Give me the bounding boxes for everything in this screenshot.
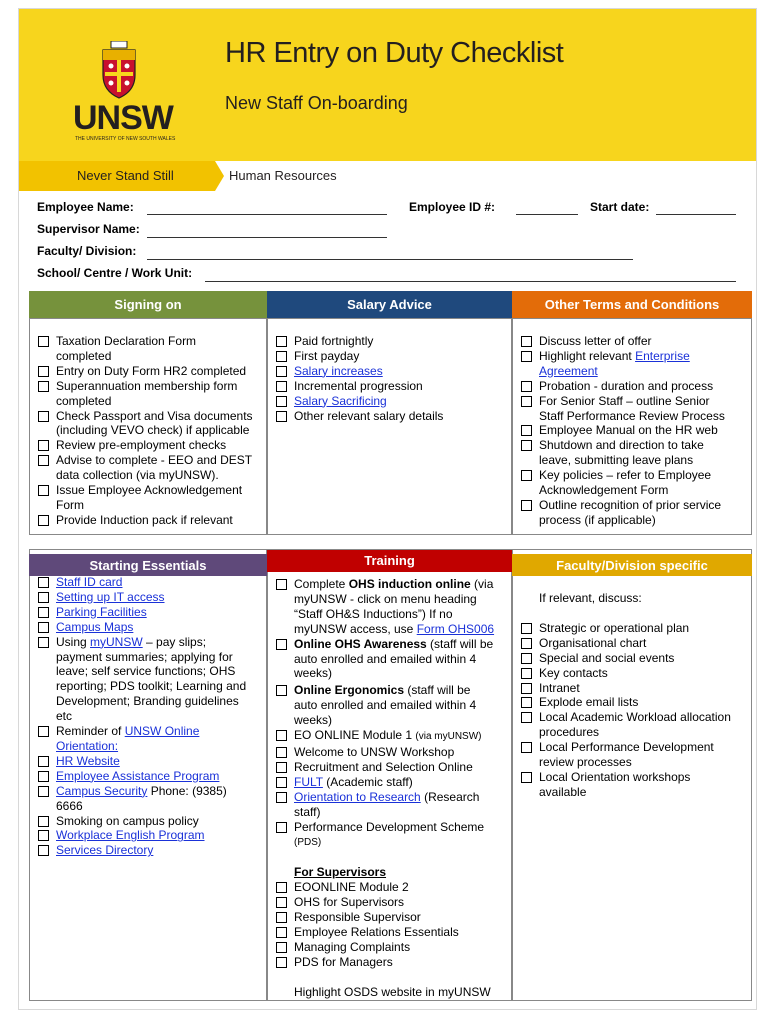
- checkbox[interactable]: [38, 637, 49, 648]
- for-supervisors-heading: For Supervisors: [294, 865, 387, 880]
- checkbox[interactable]: [38, 607, 49, 618]
- list-item[interactable]: [38, 843, 264, 858]
- checkbox[interactable]: [521, 697, 532, 708]
- employee-id-field[interactable]: [516, 214, 578, 215]
- list-item[interactable]: PDS for Managers: [276, 955, 508, 970]
- list-item[interactable]: Campus Security Phone: (9385) 6666: [38, 784, 264, 814]
- list-item[interactable]: Incremental progression: [276, 379, 508, 394]
- list-item[interactable]: Paid fortnightly: [276, 334, 508, 349]
- employee-name-field[interactable]: [147, 214, 387, 215]
- checkbox[interactable]: [521, 470, 532, 481]
- checkbox[interactable]: [276, 822, 287, 833]
- list-item[interactable]: Complete OHS induction online (via myUNSW - click on menu heading “Staff OH&S Inductions”) If no myUNSW access, use Form OHS006: [276, 577, 508, 637]
- checkbox[interactable]: [38, 455, 49, 466]
- salary-sacrificing-link[interactable]: Salary Sacrificing: [294, 393, 387, 408]
- list-item[interactable]: Probation - duration and process: [521, 379, 749, 394]
- myunsw-link[interactable]: myUNSW: [90, 634, 143, 649]
- services-directory-link[interactable]: Services Directory: [56, 843, 154, 858]
- checkbox[interactable]: [38, 845, 49, 856]
- training-header: Training: [267, 550, 512, 572]
- list-item[interactable]: Employee Manual on the HR web: [521, 423, 749, 438]
- list-item[interactable]: Outline recognition of prior service process (if applicable): [521, 498, 749, 528]
- faculty-specific-list: [521, 591, 749, 800]
- checkbox[interactable]: [38, 830, 49, 841]
- checkbox[interactable]: [521, 623, 532, 634]
- checkbox[interactable]: [38, 622, 49, 633]
- hr-website-link[interactable]: HR Website: [56, 753, 120, 768]
- checkbox[interactable]: [276, 792, 287, 803]
- checkbox[interactable]: [38, 366, 49, 377]
- logo-wordmark: UNSW: [73, 99, 173, 137]
- eap-link[interactable]: Employee Assistance Program: [56, 768, 220, 783]
- list-item[interactable]: For Senior Staff – outline Senior Staff Performance Review Process: [521, 394, 749, 424]
- checkbox[interactable]: [38, 771, 49, 782]
- checkbox[interactable]: [276, 579, 287, 590]
- checkbox[interactable]: [521, 440, 532, 451]
- checkbox[interactable]: [521, 712, 532, 723]
- list-item[interactable]: Online Ergonomics (staff will be auto enrolled and emailed within 4 weeks): [276, 683, 508, 728]
- checkbox[interactable]: [38, 577, 49, 588]
- tagline-text: Never Stand Still: [77, 168, 174, 183]
- list-item[interactable]: Organisational chart: [521, 636, 749, 651]
- checkbox[interactable]: [521, 396, 532, 407]
- faculty-field[interactable]: [147, 259, 633, 260]
- signing-on-list: [38, 334, 264, 528]
- list-item[interactable]: [38, 754, 264, 769]
- checkbox[interactable]: [38, 381, 49, 392]
- list-item[interactable]: Shutdown and direction to take leave, submitting leave plans: [521, 438, 749, 468]
- checkbox[interactable]: [521, 683, 532, 694]
- other-terms-header: Other Terms and Conditions: [512, 291, 752, 318]
- list-item[interactable]: [38, 769, 264, 784]
- checkbox[interactable]: [276, 912, 287, 923]
- workplace-english-link[interactable]: Workplace English Program: [56, 828, 205, 843]
- checkbox[interactable]: [38, 816, 49, 827]
- list-item[interactable]: Key policies – refer to Employee Acknowledgement Form: [521, 468, 749, 498]
- list-item[interactable]: [38, 590, 264, 605]
- form-ohs006-link[interactable]: Form OHS006: [416, 621, 495, 636]
- employee-name-label: Employee Name:: [37, 200, 134, 214]
- checkbox[interactable]: [276, 685, 287, 696]
- school-field[interactable]: [205, 281, 736, 282]
- staff-id-link[interactable]: Staff ID card: [56, 575, 123, 589]
- checkbox[interactable]: [38, 411, 49, 422]
- checkbox[interactable]: [276, 639, 287, 650]
- checkbox[interactable]: [276, 351, 287, 362]
- list-item[interactable]: OHS for Supervisors: [276, 895, 508, 910]
- list-item[interactable]: [38, 828, 264, 843]
- school-label: School/ Centre / Work Unit:: [37, 266, 193, 280]
- checkbox[interactable]: [521, 425, 532, 436]
- list-item[interactable]: Responsible Supervisor: [276, 910, 508, 925]
- list-item[interactable]: Smoking on campus policy: [38, 814, 264, 829]
- list-item[interactable]: Special and social events: [521, 651, 749, 666]
- list-item[interactable]: Online OHS Awareness (staff will be auto enrolled and emailed within 4 weeks): [276, 637, 508, 682]
- list-item[interactable]: Local Academic Workload allocation procedures: [521, 710, 749, 740]
- list-item[interactable]: EO ONLINE Module 1 (via myUNSW): [276, 728, 508, 745]
- checkbox[interactable]: [521, 653, 532, 664]
- training-list: [276, 577, 508, 1000]
- checkbox[interactable]: [276, 897, 287, 908]
- list-item[interactable]: Advise to complete - EEO and DEST data collection (via myUNSW).: [38, 453, 264, 483]
- it-access-link[interactable]: Setting up IT access: [56, 589, 165, 604]
- document-page: [18, 8, 757, 1010]
- list-item[interactable]: Strategic or operational plan: [521, 621, 749, 636]
- list-item[interactable]: Explode email lists: [521, 695, 749, 710]
- arrow-icon: [215, 161, 224, 191]
- checkbox[interactable]: [521, 772, 532, 783]
- supervisor-name-field[interactable]: [147, 237, 387, 238]
- checkbox[interactable]: [276, 411, 287, 422]
- checkbox[interactable]: [521, 638, 532, 649]
- list-item[interactable]: Highlight relevant Enterprise Agreement: [521, 349, 749, 379]
- checkbox[interactable]: [38, 440, 49, 451]
- list-item[interactable]: Discuss letter of offer: [521, 334, 749, 349]
- list-item[interactable]: Provide Induction pack if relevant: [38, 513, 264, 528]
- checkbox[interactable]: [521, 668, 532, 679]
- page-subtitle: New Staff On-boarding: [225, 93, 408, 113]
- start-date-field[interactable]: [656, 214, 736, 215]
- start-date-label: Start date:: [590, 200, 650, 214]
- faculty-specific-header: Faculty/Division specific: [512, 554, 752, 576]
- online-orientation-link-cont[interactable]: Orientation:: [56, 738, 119, 753]
- checkbox[interactable]: [38, 756, 49, 767]
- list-item[interactable]: Orientation to Research (Research staff): [276, 790, 508, 820]
- signing-on-header: Signing on: [29, 291, 267, 318]
- list-item[interactable]: Other relevant salary details: [276, 409, 508, 424]
- checkbox[interactable]: [276, 366, 287, 377]
- list-item[interactable]: [38, 605, 264, 620]
- header-banner: [19, 9, 756, 161]
- checkbox[interactable]: [276, 396, 287, 407]
- starting-essentials-list: [38, 575, 264, 858]
- checkbox[interactable]: [521, 381, 532, 392]
- list-item[interactable]: Issue Employee Acknowledgement Form: [38, 483, 264, 513]
- parking-link[interactable]: Parking Facilities: [56, 604, 147, 619]
- campus-security-link[interactable]: Campus Security: [56, 783, 148, 798]
- crest-icon: [99, 41, 139, 101]
- orientation-research-link[interactable]: Orientation to Research: [294, 789, 421, 804]
- department-text: Human Resources: [229, 168, 337, 183]
- starting-essentials-header: Starting Essentials: [29, 554, 267, 576]
- checkbox[interactable]: [521, 336, 532, 347]
- list-item[interactable]: EOONLINE Module 2: [276, 880, 508, 895]
- list-item[interactable]: Review pre-employment checks: [38, 438, 264, 453]
- logo-subtext: THE UNIVERSITY OF NEW SOUTH WALES: [75, 136, 176, 142]
- checkbox[interactable]: [38, 515, 49, 526]
- list-item[interactable]: [276, 394, 508, 409]
- online-orientation-link[interactable]: UNSW Online: [124, 724, 200, 739]
- list-item[interactable]: Welcome to UNSW Workshop: [276, 745, 508, 760]
- list-item[interactable]: Key contacts: [521, 666, 749, 681]
- checkbox[interactable]: [521, 351, 532, 362]
- list-item[interactable]: Superannuation membership form completed: [38, 379, 264, 409]
- checkbox[interactable]: [38, 726, 49, 737]
- list-item[interactable]: Check Passport and Visa documents (including VEVO check) if applicable: [38, 409, 264, 439]
- salary-increases-link[interactable]: Salary increases: [294, 363, 383, 378]
- salary-advice-header: Salary Advice: [267, 291, 512, 318]
- checkbox[interactable]: [38, 786, 49, 797]
- list-item[interactable]: [276, 364, 508, 379]
- checkbox[interactable]: [276, 730, 287, 741]
- checkbox[interactable]: [521, 500, 532, 511]
- fult-link[interactable]: FULT: [294, 774, 323, 789]
- campus-maps-link[interactable]: Campus Maps: [56, 619, 134, 634]
- faculty-intro: If relevant, discuss:: [539, 591, 642, 605]
- list-item[interactable]: Recruitment and Selection Online: [276, 760, 508, 775]
- list-item[interactable]: FULT (Academic staff): [276, 775, 508, 790]
- checkbox[interactable]: [276, 942, 287, 953]
- list-item[interactable]: Performance Development Scheme (PDS): [276, 820, 508, 852]
- salary-advice-list: [276, 334, 508, 423]
- checkbox[interactable]: [276, 747, 287, 758]
- enterprise-agreement-link[interactable]: Enterprise: [635, 348, 690, 363]
- list-item[interactable]: Local Performance Development review processes: [521, 740, 749, 770]
- page-title: HR Entry on Duty Checklist: [225, 37, 564, 69]
- list-item[interactable]: First payday: [276, 349, 508, 364]
- list-item[interactable]: Managing Complaints: [276, 940, 508, 955]
- checkbox[interactable]: [521, 742, 532, 753]
- list-item[interactable]: Employee Relations Essentials: [276, 925, 508, 940]
- checkbox[interactable]: [276, 777, 287, 788]
- checkbox[interactable]: [276, 336, 287, 347]
- checkbox[interactable]: [38, 485, 49, 496]
- checkbox[interactable]: [38, 592, 49, 603]
- list-item[interactable]: Intranet: [521, 681, 749, 696]
- supervisor-name-label: Supervisor Name:: [37, 222, 140, 236]
- checkbox[interactable]: [276, 957, 287, 968]
- list-item[interactable]: Local Orientation workshops available: [521, 770, 749, 800]
- employee-id-label: Employee ID #:: [409, 200, 496, 214]
- checkbox[interactable]: [276, 762, 287, 773]
- checkbox[interactable]: [38, 336, 49, 347]
- list-item[interactable]: Reminder of UNSW Online Orientation:: [38, 724, 264, 754]
- list-item[interactable]: [38, 575, 264, 590]
- list-item[interactable]: Entry on Duty Form HR2 completed: [38, 364, 264, 379]
- enterprise-agreement-link-cont[interactable]: Agreement: [539, 363, 598, 378]
- checkbox[interactable]: [276, 927, 287, 938]
- list-item[interactable]: Taxation Declaration Form completed: [38, 334, 264, 364]
- faculty-label: Faculty/ Division:: [37, 244, 137, 258]
- checkbox[interactable]: [276, 882, 287, 893]
- tagline-bar: [19, 161, 756, 191]
- list-item[interactable]: [38, 620, 264, 635]
- other-terms-list: [521, 334, 749, 528]
- osds-note: Highlight OSDS website in myUNSW: [294, 984, 491, 999]
- list-item[interactable]: Using myUNSW – pay slips; payment summaries; applying for leave; self service functions; OHS reporting; PDS toolkit; Learning and Development; Branding guidelines etc: [38, 635, 264, 724]
- checkbox[interactable]: [276, 381, 287, 392]
